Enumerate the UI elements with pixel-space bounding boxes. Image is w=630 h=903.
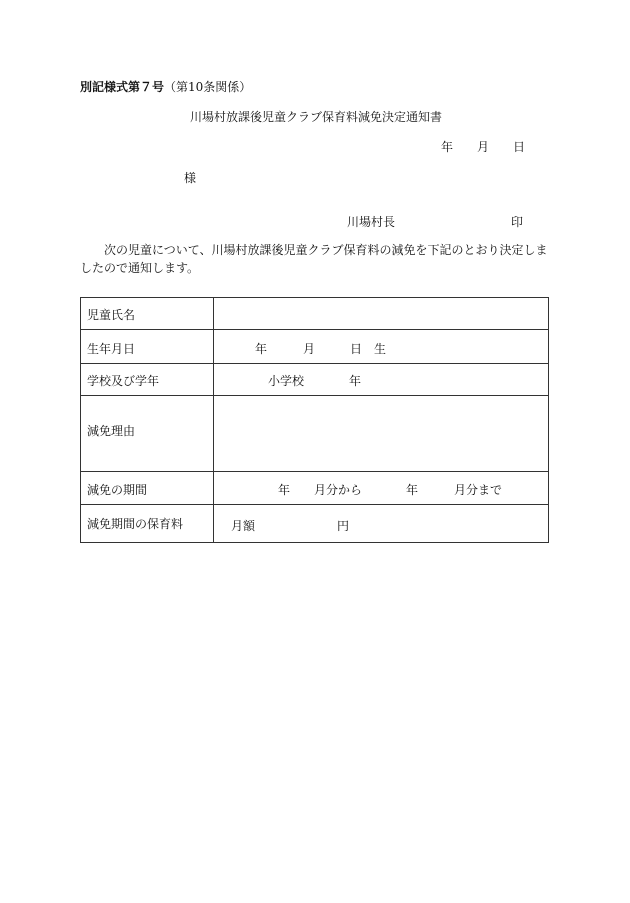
fee-monthly: 月額 [231,519,256,533]
school-field[interactable] [214,364,549,396]
period-year-from: 年 [278,483,291,497]
info-table [80,297,549,543]
date-month: 月 [477,140,490,154]
school-label: 学校及び学年 [81,364,214,396]
fee-yen: 円 [337,519,350,533]
addressee-suffix: 様 [184,171,197,185]
school-suffix: 小学校 [268,374,305,388]
issuer-name: 川場村長 [347,215,396,229]
period-until: 月分まで [454,483,503,497]
seal-mark: 印 [511,215,524,229]
period-label: 減免の期間 [81,472,214,505]
child-name-field[interactable] [214,298,549,330]
birth-label: 生年月日 [81,330,214,364]
table-row-birth [81,330,549,364]
body-text: 次の児童について、川場村放課後児童クラブ保育料の減免を下記のとおり決定しましたので通知します。 [80,243,548,275]
fee-field[interactable] [214,505,549,543]
birth-born: 生 [374,342,387,356]
date-day: 日 [513,140,526,154]
table-row-child-name [81,298,549,330]
birth-field[interactable] [214,330,549,364]
reason-field[interactable] [214,396,549,472]
date-line [441,140,525,154]
birth-day: 日 [350,342,363,356]
period-from: 月分から [314,483,363,497]
birth-year: 年 [255,342,268,356]
table-row-school [81,364,549,396]
date-year: 年 [441,140,454,154]
table-row-reason [81,396,549,472]
period-year-until: 年 [406,483,419,497]
form-relation: （第10条関係） [164,80,252,94]
period-field[interactable] [214,472,549,505]
document-title: 川場村放課後児童クラブ保育料減免決定通知書 [190,110,443,124]
reason-label: 減免理由 [81,396,214,472]
fee-label: 減免期間の保育料 [81,505,214,543]
grade-suffix: 年 [349,374,362,388]
form-number-heading [80,80,251,94]
birth-month: 月 [303,342,316,356]
child-name-label: 児童氏名 [81,298,214,330]
form-number: 別記様式第７号 [80,80,165,94]
table-row-fee [81,505,549,543]
table-row-period [81,472,549,505]
